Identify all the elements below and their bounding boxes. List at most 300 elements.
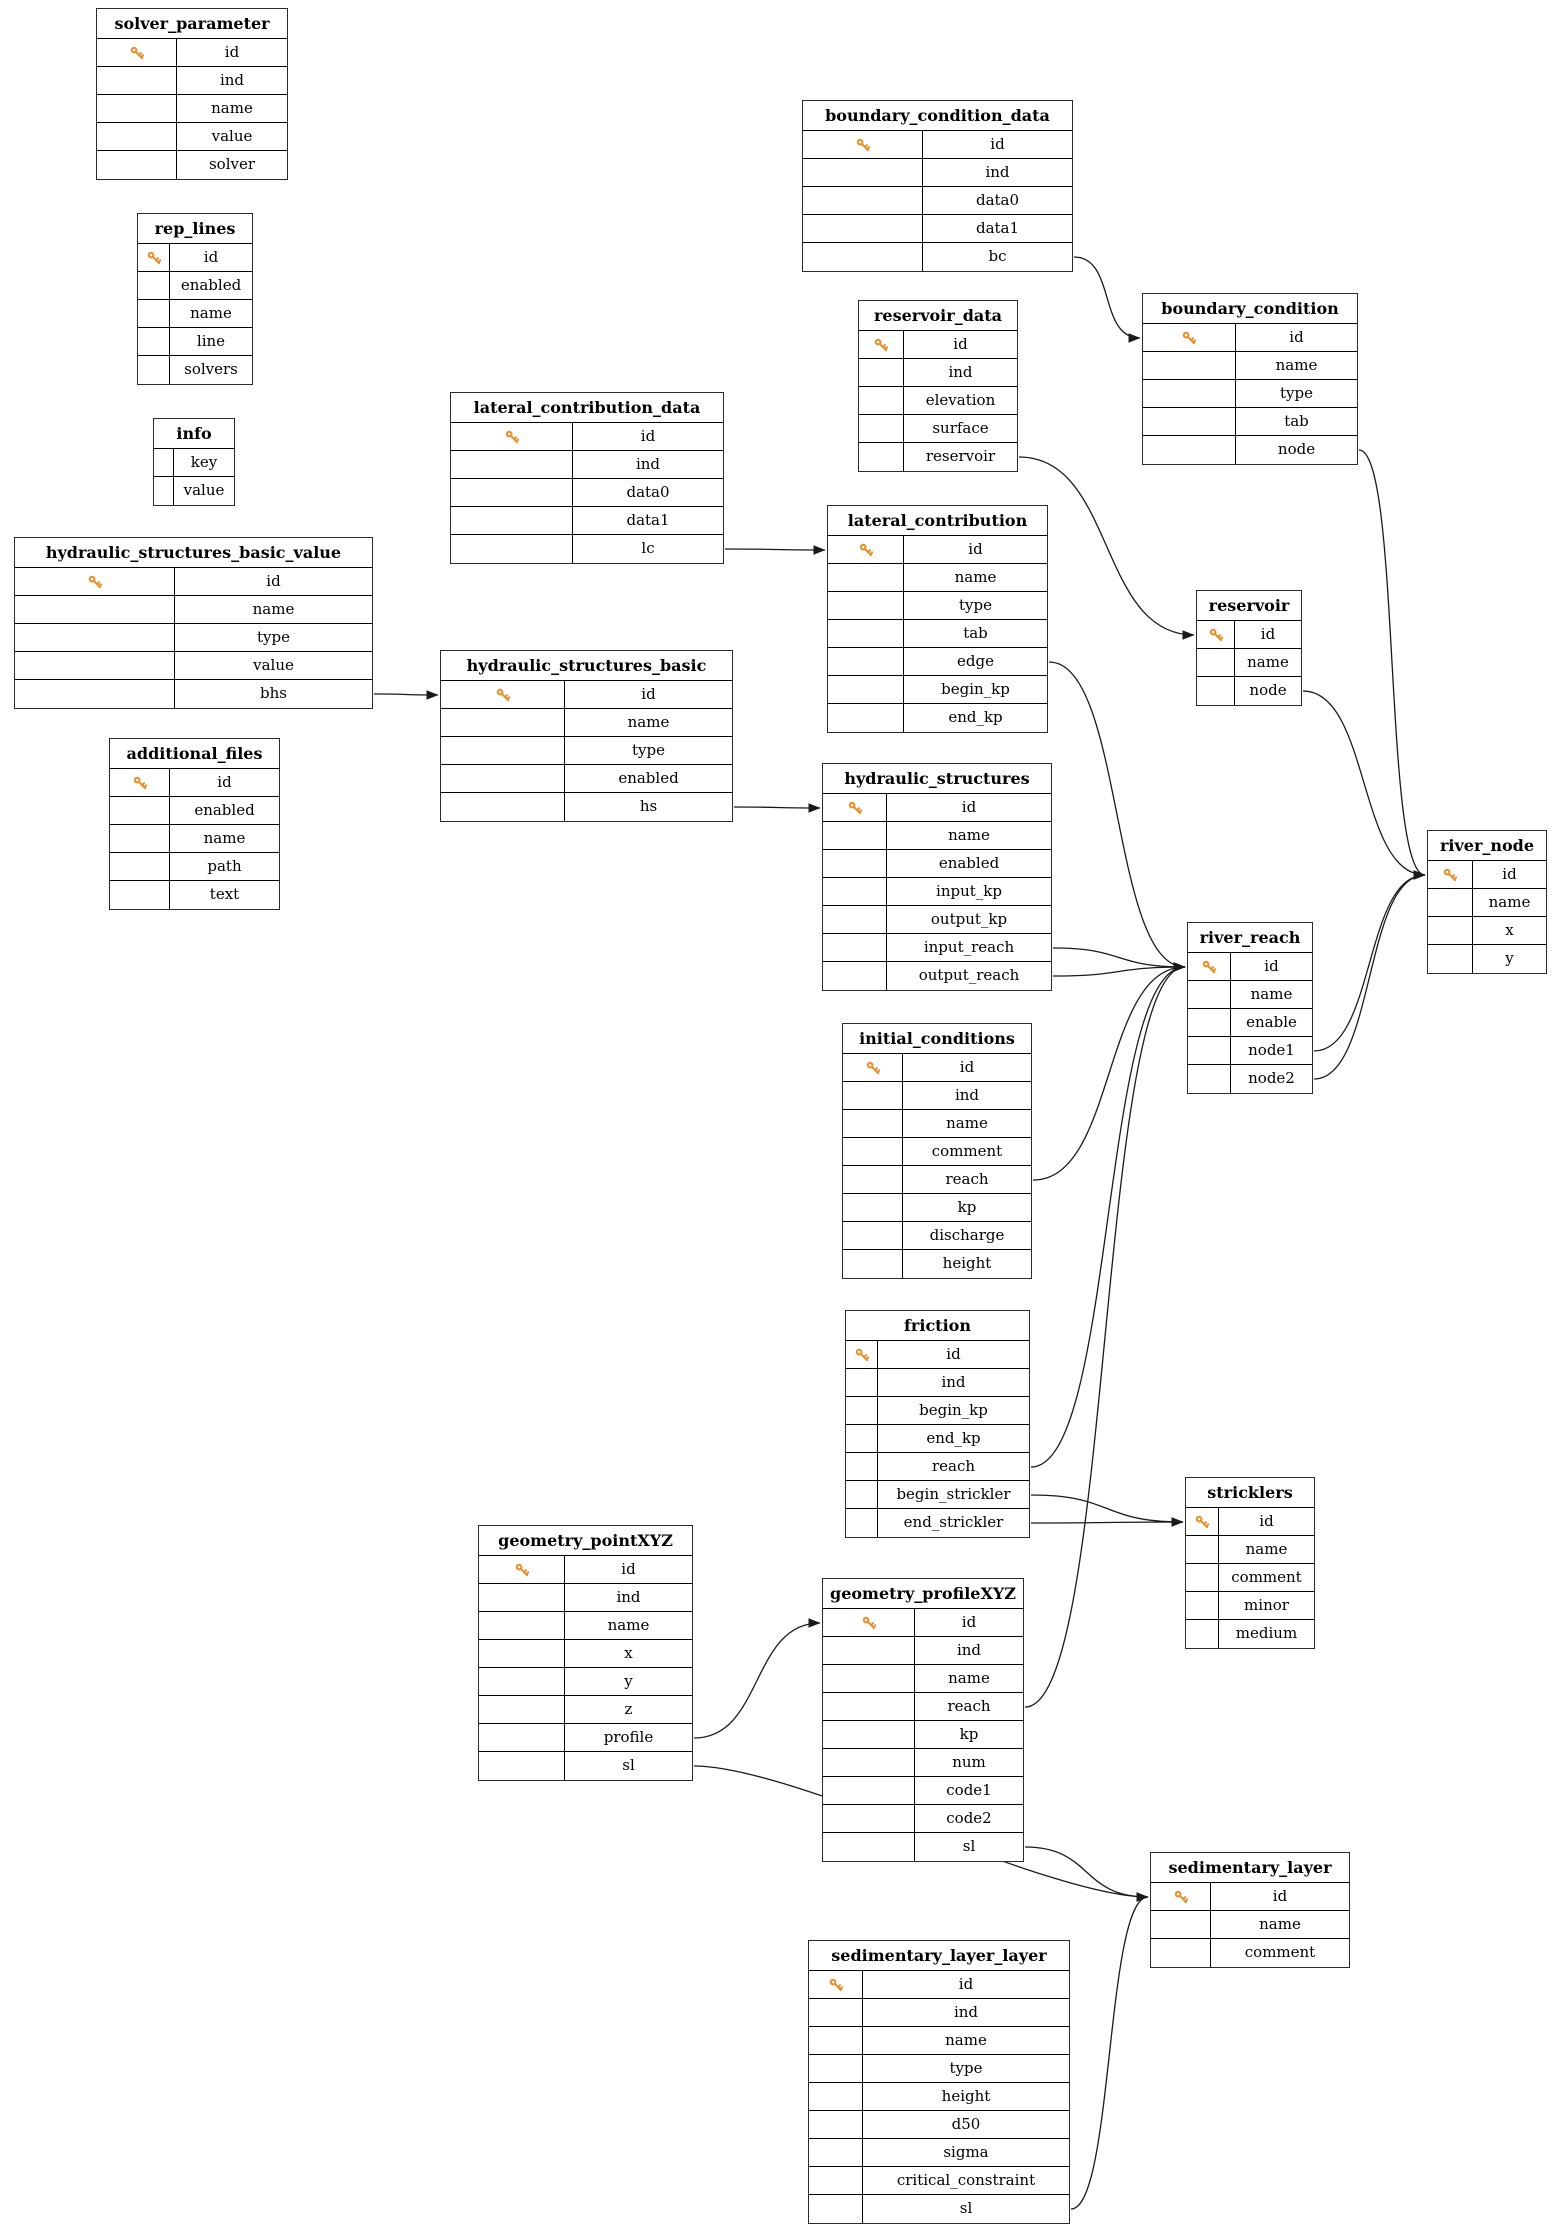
field-row-name: [479, 1612, 692, 1640]
key-cell-empty: [1151, 1939, 1211, 1967]
field-row-ind: [97, 67, 287, 95]
field-row-critical_constraint: [809, 2167, 1069, 2195]
field-label: ind: [948, 363, 973, 381]
field-row-id: [809, 1971, 1069, 1999]
field-label: end_kp: [926, 1429, 981, 1447]
primary-key-cell: [1428, 861, 1473, 888]
field-label: critical_constraint: [896, 2171, 1036, 2189]
key-icon: [1195, 1515, 1209, 1529]
field-label: id: [640, 427, 656, 445]
primary-key-cell: [859, 331, 904, 358]
field-row-sigma: [809, 2139, 1069, 2167]
field-row-name: [1151, 1911, 1349, 1939]
field-label: enabled: [180, 276, 242, 294]
key-cell-empty: [803, 243, 923, 271]
field-label: kp: [959, 1725, 979, 1743]
field-label: data0: [626, 483, 670, 501]
key-cell-empty: [154, 449, 174, 476]
field-label: name: [1245, 1540, 1288, 1558]
field-label: id: [961, 798, 977, 816]
key-cell-empty: [823, 934, 887, 961]
field-label: id: [990, 135, 1005, 153]
key-icon: [1443, 868, 1457, 882]
key-cell-empty: [110, 797, 170, 824]
key-cell-empty: [154, 477, 174, 505]
key-cell-empty: [15, 624, 175, 651]
key-icon: [496, 688, 510, 702]
table-title: river_reach: [1188, 923, 1312, 953]
field-label: reach: [931, 1457, 976, 1475]
primary-key-cell: [451, 423, 573, 450]
key-cell-empty: [859, 415, 904, 442]
edge-reservoir.node-to-river_node: [1303, 691, 1425, 875]
field-label: name: [1259, 1915, 1301, 1933]
field-row-id: [1188, 953, 1312, 981]
field-row-name: [809, 2027, 1069, 2055]
field-label: reach: [947, 1697, 991, 1715]
key-cell-empty: [843, 1166, 903, 1193]
field-label: type: [1280, 384, 1313, 402]
key-cell-empty: [479, 1696, 565, 1723]
key-cell-empty: [138, 328, 170, 355]
field-row-name: [1143, 352, 1357, 380]
key-cell-empty: [1428, 917, 1473, 944]
field-label: id: [1259, 1512, 1274, 1530]
key-cell-empty: [809, 2111, 863, 2138]
key-cell-empty: [451, 479, 573, 506]
table-title: solver_parameter: [97, 9, 287, 39]
table-lateral_contribution: [827, 505, 1048, 733]
field-row-name: [1428, 889, 1546, 917]
field-row-type: [1143, 380, 1357, 408]
field-label: id: [224, 43, 240, 61]
primary-key-cell: [1188, 953, 1231, 980]
field-label: name: [1247, 653, 1289, 671]
edge-boundary_condition.node-to-river_node: [1359, 450, 1425, 875]
field-label: id: [959, 1058, 975, 1076]
edge-hydraulic_structures_basic.hs-to-hydraulic_structures: [734, 807, 820, 808]
key-cell-empty: [803, 187, 923, 214]
key-cell-empty: [451, 535, 573, 563]
field-label: reservoir: [925, 447, 996, 465]
field-label: id: [953, 335, 968, 353]
edge-lateral_contribution.edge-to-river_reach: [1049, 662, 1185, 967]
key-icon: [1174, 1890, 1188, 1904]
field-row-data0: [803, 187, 1072, 215]
key-cell-empty: [97, 67, 177, 94]
field-label: name: [627, 713, 670, 731]
field-row-id: [823, 794, 1051, 822]
field-label: input_kp: [936, 882, 1002, 900]
key-icon: [859, 543, 873, 557]
field-label: value: [211, 127, 253, 145]
key-icon: [1182, 331, 1196, 345]
table-river_node: [1427, 830, 1547, 974]
key-cell-empty: [823, 1637, 915, 1664]
field-row-edge: [828, 648, 1047, 676]
field-row-output_kp: [823, 906, 1051, 934]
field-row-node1: [1188, 1037, 1312, 1065]
field-row-kp: [823, 1721, 1023, 1749]
field-row-comment: [1186, 1564, 1314, 1592]
key-cell-empty: [846, 1481, 878, 1508]
field-label: node: [1277, 440, 1316, 458]
field-row-output_reach: [823, 962, 1051, 990]
table-sedimentary_layer_layer: [808, 1940, 1070, 2224]
table-title: initial_conditions: [843, 1024, 1031, 1054]
field-row-name: [97, 95, 287, 123]
table-title: lateral_contribution_data: [451, 393, 723, 423]
field-label: line: [196, 332, 226, 350]
key-cell-empty: [823, 1693, 915, 1720]
field-row-end_kp: [828, 704, 1047, 732]
key-cell-empty: [110, 881, 170, 909]
field-label: hs: [639, 797, 658, 815]
field-label: z: [624, 1700, 633, 1718]
key-cell-empty: [97, 95, 177, 122]
field-row-elevation: [859, 387, 1017, 415]
field-label: id: [1260, 625, 1276, 643]
table-title: rep_lines: [138, 214, 252, 244]
table-reservoir_data: [858, 300, 1018, 472]
key-cell-empty: [441, 709, 565, 736]
field-label: name: [607, 1616, 650, 1634]
field-label: sl: [959, 2199, 973, 2217]
table-hydraulic_structures_basic: [440, 650, 733, 822]
key-cell-empty: [1188, 1065, 1231, 1093]
field-row-value: [97, 123, 287, 151]
field-row-x: [1428, 917, 1546, 945]
field-row-id: [15, 568, 372, 596]
field-row-name: [110, 825, 279, 853]
primary-key-cell: [823, 794, 887, 821]
key-cell-empty: [828, 620, 904, 647]
key-cell-empty: [809, 2055, 863, 2082]
field-label: tab: [1284, 412, 1309, 430]
field-label: ind: [956, 1641, 982, 1659]
field-row-comment: [843, 1138, 1031, 1166]
field-row-name: [138, 300, 252, 328]
table-stricklers: [1185, 1477, 1315, 1649]
edge-friction.begin_strickler-to-stricklers: [1031, 1495, 1183, 1522]
field-row-id: [110, 769, 279, 797]
field-label: comment: [931, 1142, 1003, 1160]
field-label: ind: [635, 455, 661, 473]
key-cell-empty: [479, 1584, 565, 1611]
field-label: ind: [985, 163, 1010, 181]
field-row-data0: [451, 479, 723, 507]
edge-friction.end_strickler-to-stricklers: [1031, 1522, 1183, 1523]
field-label: height: [942, 1254, 992, 1272]
edge-friction.reach-to-river_reach: [1031, 967, 1185, 1467]
table-title: stricklers: [1186, 1478, 1314, 1508]
field-row-enabled: [138, 272, 252, 300]
field-label: surface: [932, 419, 989, 437]
field-label: end_kp: [948, 708, 1003, 726]
key-icon: [829, 1978, 843, 1992]
field-label: type: [632, 741, 665, 759]
key-cell-empty: [1186, 1620, 1219, 1648]
key-icon: [874, 338, 888, 352]
key-cell-empty: [1428, 945, 1473, 973]
key-cell-empty: [1197, 649, 1235, 676]
field-label: path: [207, 857, 242, 875]
field-label: solver: [208, 155, 256, 173]
field-label: ind: [953, 2003, 979, 2021]
field-label: code1: [946, 1781, 992, 1799]
key-cell-empty: [1143, 352, 1236, 379]
key-icon: [88, 575, 102, 589]
field-label: id: [958, 1975, 974, 1993]
field-row-id: [1428, 861, 1546, 889]
field-row-id: [451, 423, 723, 451]
primary-key-cell: [1197, 621, 1235, 648]
field-row-id: [828, 536, 1047, 564]
field-row-tab: [1143, 408, 1357, 436]
key-cell-empty: [809, 2139, 863, 2166]
key-cell-empty: [843, 1082, 903, 1109]
key-cell-empty: [846, 1453, 878, 1480]
key-icon: [1202, 960, 1216, 974]
edge-hydraulic_structures.input_reach-to-river_reach: [1053, 948, 1185, 967]
field-row-y: [479, 1668, 692, 1696]
table-title: info: [154, 419, 234, 449]
field-row-code1: [823, 1777, 1023, 1805]
field-row-reach: [846, 1453, 1029, 1481]
field-label: tab: [963, 624, 988, 642]
table-title: geometry_pointXYZ: [479, 1526, 692, 1556]
field-label: sl: [962, 1837, 976, 1855]
key-cell-empty: [97, 123, 177, 150]
field-row-name: [843, 1110, 1031, 1138]
key-cell-empty: [859, 443, 904, 471]
field-label: node: [1249, 681, 1287, 699]
key-cell-empty: [1188, 1009, 1231, 1036]
key-icon: [133, 776, 147, 790]
field-row-input_reach: [823, 934, 1051, 962]
field-label: id: [203, 248, 219, 266]
primary-key-cell: [803, 131, 923, 158]
field-row-minor: [1186, 1592, 1314, 1620]
field-label: name: [1488, 893, 1531, 911]
field-row-type: [809, 2055, 1069, 2083]
field-label: name: [1275, 356, 1318, 374]
key-cell-empty: [1186, 1592, 1219, 1619]
field-label: medium: [1235, 1624, 1298, 1642]
field-row-bhs: [15, 680, 372, 708]
key-cell-empty: [843, 1194, 903, 1221]
field-label: lc: [641, 539, 655, 557]
field-row-x: [479, 1640, 692, 1668]
field-label: name: [211, 99, 253, 117]
field-row-key: [154, 449, 234, 477]
edge-sedimentary_layer_layer.sl-to-sedimentary_layer: [1071, 1897, 1148, 2209]
field-label: value: [253, 656, 294, 674]
key-cell-empty: [15, 652, 175, 679]
key-cell-empty: [451, 451, 573, 478]
field-row-begin_kp: [846, 1397, 1029, 1425]
field-label: profile: [603, 1728, 654, 1746]
field-label: height: [941, 2087, 991, 2105]
field-label: type: [257, 628, 290, 646]
field-label: id: [1272, 1887, 1288, 1905]
field-label: x: [624, 1644, 633, 1662]
field-row-reservoir: [859, 443, 1017, 471]
key-cell-empty: [479, 1612, 565, 1639]
field-label: edge: [957, 652, 994, 670]
field-label: data1: [626, 511, 670, 529]
table-additional_files: [109, 738, 280, 910]
table-title: sedimentary_layer_layer: [809, 1941, 1069, 1971]
table-friction: [845, 1310, 1030, 1538]
field-label: sigma: [943, 2143, 989, 2161]
field-label: name: [252, 600, 295, 618]
field-label: id: [1502, 865, 1517, 883]
field-row-medium: [1186, 1620, 1314, 1648]
field-row-name: [1188, 981, 1312, 1009]
field-row-ind: [823, 1637, 1023, 1665]
field-label: comment: [1231, 1568, 1302, 1586]
field-row-height: [809, 2083, 1069, 2111]
primary-key-cell: [823, 1609, 915, 1636]
field-label: begin_strickler: [896, 1485, 1011, 1503]
key-cell-empty: [823, 878, 887, 905]
primary-key-cell: [1186, 1508, 1219, 1535]
key-cell-empty: [1143, 408, 1236, 435]
field-label: name: [190, 304, 232, 322]
key-cell-empty: [823, 962, 887, 990]
field-row-name: [1197, 649, 1301, 677]
field-label: name: [1250, 985, 1293, 1003]
primary-key-cell: [846, 1341, 878, 1368]
field-row-solver: [97, 151, 287, 179]
key-cell-empty: [843, 1250, 903, 1278]
field-label: name: [946, 1114, 988, 1132]
field-label: end_strickler: [903, 1513, 1004, 1531]
field-label: y: [1505, 949, 1514, 967]
field-row-y: [1428, 945, 1546, 973]
primary-key-cell: [828, 536, 904, 563]
key-cell-empty: [823, 1665, 915, 1692]
table-title: hydraulic_structures_basic_value: [15, 538, 372, 568]
key-cell-empty: [859, 387, 904, 414]
field-label: sl: [622, 1756, 635, 1774]
edge-initial_conditions.reach-to-river_reach: [1033, 967, 1185, 1180]
field-row-line: [138, 328, 252, 356]
key-icon: [848, 801, 862, 815]
key-cell-empty: [479, 1640, 565, 1667]
field-row-id: [441, 681, 732, 709]
field-label: begin_kp: [941, 680, 1010, 698]
edge-geometry_pointXYZ.profile-to-geometry_profileXYZ: [694, 1623, 820, 1738]
table-title: boundary_condition: [1143, 294, 1357, 324]
key-cell-empty: [1188, 981, 1231, 1008]
field-row-type: [441, 737, 732, 765]
key-cell-empty: [846, 1509, 878, 1537]
key-cell-empty: [828, 676, 904, 703]
table-geometry_pointXYZ: [478, 1525, 693, 1781]
key-icon: [505, 430, 519, 444]
field-row-name: [15, 596, 372, 624]
table-hydraulic_structures: [822, 763, 1052, 991]
field-label: id: [961, 1613, 977, 1631]
field-row-kp: [843, 1194, 1031, 1222]
key-cell-empty: [809, 2027, 863, 2054]
table-lateral_contribution_data: [450, 392, 724, 564]
key-cell-empty: [823, 1721, 915, 1748]
key-cell-empty: [859, 359, 904, 386]
field-label: output_kp: [930, 910, 1008, 928]
key-cell-empty: [846, 1425, 878, 1452]
primary-key-cell: [110, 769, 170, 796]
field-row-id: [843, 1054, 1031, 1082]
field-row-enabled: [441, 765, 732, 793]
key-cell-empty: [823, 1833, 915, 1861]
field-row-discharge: [843, 1222, 1031, 1250]
key-cell-empty: [809, 2195, 863, 2223]
field-row-bc: [803, 243, 1072, 271]
field-row-input_kp: [823, 878, 1051, 906]
field-label: output_reach: [918, 966, 1020, 984]
field-label: elevation: [925, 391, 996, 409]
field-row-end_kp: [846, 1425, 1029, 1453]
field-row-ind: [859, 359, 1017, 387]
field-row-begin_kp: [828, 676, 1047, 704]
table-reservoir: [1196, 590, 1302, 706]
key-cell-empty: [843, 1138, 903, 1165]
field-row-data1: [451, 507, 723, 535]
field-label: x: [1505, 921, 1514, 939]
field-label: text: [209, 885, 240, 903]
field-row-type: [828, 592, 1047, 620]
field-label: name: [945, 2031, 987, 2049]
key-cell-empty: [138, 300, 170, 327]
table-title: hydraulic_structures_basic: [441, 651, 732, 681]
field-label: data0: [975, 191, 1020, 209]
field-row-comment: [1151, 1939, 1349, 1967]
key-cell-empty: [110, 853, 170, 880]
field-row-height: [843, 1250, 1031, 1278]
key-cell-empty: [1151, 1911, 1211, 1938]
primary-key-cell: [843, 1054, 903, 1081]
table-info: [153, 418, 235, 506]
table-sedimentary_layer: [1150, 1852, 1350, 1968]
field-row-path: [110, 853, 279, 881]
key-cell-empty: [823, 1777, 915, 1804]
primary-key-cell: [1151, 1883, 1211, 1910]
key-cell-empty: [809, 1999, 863, 2026]
key-icon: [515, 1563, 529, 1577]
field-label: solvers: [184, 360, 238, 378]
key-cell-empty: [1186, 1536, 1219, 1563]
field-label: comment: [1244, 1943, 1316, 1961]
field-row-sl: [823, 1833, 1023, 1861]
key-cell-empty: [110, 825, 170, 852]
key-icon: [147, 251, 161, 265]
field-row-ind: [846, 1369, 1029, 1397]
key-cell-empty: [1143, 436, 1236, 464]
key-cell-empty: [828, 648, 904, 675]
table-boundary_condition_data: [802, 100, 1073, 272]
field-label: data1: [975, 219, 1020, 237]
table-title: hydraulic_structures: [823, 764, 1051, 794]
field-row-profile: [479, 1724, 692, 1752]
edge-river_reach.node2-to-river_node: [1314, 875, 1425, 1079]
key-cell-empty: [479, 1752, 565, 1780]
field-row-begin_strickler: [846, 1481, 1029, 1509]
table-rep_lines: [137, 213, 253, 385]
field-row-name: [823, 1665, 1023, 1693]
